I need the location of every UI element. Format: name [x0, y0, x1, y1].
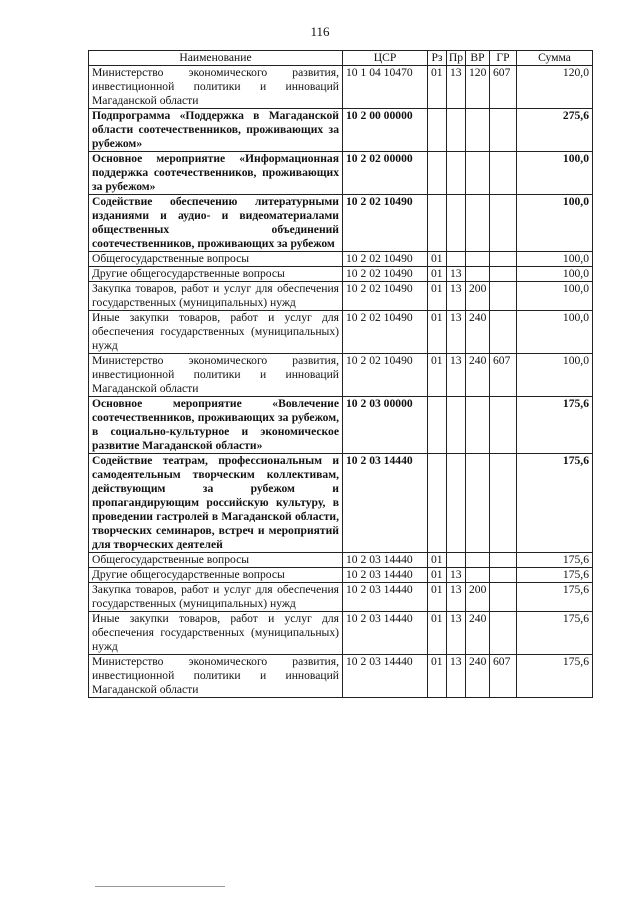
cell-pr: 13 — [447, 66, 466, 109]
cell-name: Закупка товаров, работ и услуг для обеспечения государственных (муниципальных) нужд — [89, 583, 343, 612]
cell-name: Общегосударственные вопросы — [89, 252, 343, 267]
cell-csr: 10 2 02 10490 — [343, 311, 428, 354]
cell-csr: 10 2 02 00000 — [343, 152, 428, 195]
cell-sum: 100,0 — [517, 267, 593, 282]
header-gr: ГР — [490, 51, 517, 66]
cell-gr — [490, 568, 517, 583]
table-row — [89, 252, 593, 267]
cell-sum: 100,0 — [517, 152, 593, 195]
cell-csr: 10 2 03 14440 — [343, 612, 428, 655]
page-number: 116 — [310, 24, 330, 39]
cell-pr: 13 — [447, 354, 466, 397]
cell-gr — [490, 109, 517, 152]
cell-sum: 100,0 — [517, 282, 593, 311]
cell-csr: 10 2 02 10490 — [343, 354, 428, 397]
table-row — [89, 195, 593, 252]
budget-table — [88, 50, 593, 698]
cell-pr — [447, 553, 466, 568]
table-row — [89, 354, 593, 397]
cell-vr: 120 — [466, 66, 490, 109]
cell-sum: 120,0 — [517, 66, 593, 109]
cell-gr: 607 — [490, 354, 517, 397]
cell-rz — [428, 454, 447, 553]
cell-vr — [466, 454, 490, 553]
header-name: Наименование — [89, 51, 343, 66]
cell-sum: 175,6 — [517, 583, 593, 612]
cell-rz — [428, 397, 447, 454]
cell-name: Другие общегосударственные вопросы — [89, 267, 343, 282]
cell-gr — [490, 612, 517, 655]
cell-gr — [490, 252, 517, 267]
cell-name: Иные закупки товаров, работ и услуг для обеспечения государственных (муниципальных) нужд — [89, 311, 343, 354]
table-row — [89, 66, 593, 109]
cell-name: Содействие театрам, профессиональным и самодеятельным творческим коллективам, действующим за рубежом и пропагандирующим российскую культуру, в проведении гастролей в Магаданской области, творческих семинаров, встреч и мероприятий для творческих деятелей — [89, 454, 343, 553]
cell-sum: 175,6 — [517, 612, 593, 655]
cell-csr: 10 2 03 14440 — [343, 655, 428, 698]
cell-csr: 10 2 02 10490 — [343, 195, 428, 252]
table-row — [89, 397, 593, 454]
cell-sum: 100,0 — [517, 354, 593, 397]
cell-gr — [490, 583, 517, 612]
cell-sum: 100,0 — [517, 195, 593, 252]
header-csr: ЦСР — [343, 51, 428, 66]
table-row — [89, 612, 593, 655]
cell-csr: 10 2 03 14440 — [343, 454, 428, 553]
header-vr: ВР — [466, 51, 490, 66]
cell-rz: 01 — [428, 311, 447, 354]
table-row — [89, 568, 593, 583]
header-sum: Сумма — [517, 51, 593, 66]
cell-rz: 01 — [428, 267, 447, 282]
cell-vr — [466, 397, 490, 454]
table-row — [89, 282, 593, 311]
cell-sum: 175,6 — [517, 454, 593, 553]
cell-vr — [466, 152, 490, 195]
cell-name: Основное мероприятие «Информационная поддержка соотечественников, проживающих за рубежом» — [89, 152, 343, 195]
cell-pr — [447, 109, 466, 152]
cell-name: Основное мероприятие «Вовлечение соотечественников, проживающих за рубежом, в социально-культурное и экономическое развитие Магаданской области» — [89, 397, 343, 454]
cell-csr: 10 2 03 00000 — [343, 397, 428, 454]
cell-name: Содействие обеспечению литературными изданиями и аудио- и видеоматериалами общественных объединений соотечественников, проживающих за рубежом — [89, 195, 343, 252]
cell-name: Министерство экономического развития, инвестиционной политики и инноваций Магаданской области — [89, 655, 343, 698]
cell-name: Другие общегосударственные вопросы — [89, 568, 343, 583]
cell-vr: 240 — [466, 612, 490, 655]
cell-rz: 01 — [428, 252, 447, 267]
cell-vr — [466, 109, 490, 152]
cell-vr — [466, 568, 490, 583]
table-row — [89, 311, 593, 354]
cell-rz: 01 — [428, 583, 447, 612]
cell-gr — [490, 267, 517, 282]
header-rz: Рз — [428, 51, 447, 66]
cell-vr: 240 — [466, 311, 490, 354]
table-row — [89, 553, 593, 568]
cell-gr — [490, 282, 517, 311]
cell-rz: 01 — [428, 553, 447, 568]
cell-vr: 200 — [466, 583, 490, 612]
cell-sum: 175,6 — [517, 655, 593, 698]
cell-sum: 175,6 — [517, 397, 593, 454]
cell-pr: 13 — [447, 267, 466, 282]
table-header-row — [89, 51, 593, 66]
cell-gr — [490, 152, 517, 195]
cell-rz — [428, 109, 447, 152]
cell-pr — [447, 397, 466, 454]
cell-csr: 10 2 03 14440 — [343, 568, 428, 583]
cell-sum: 175,6 — [517, 553, 593, 568]
cell-name: Закупка товаров, работ и услуг для обеспечения государственных (муниципальных) нужд — [89, 282, 343, 311]
cell-sum: 275,6 — [517, 109, 593, 152]
table-row — [89, 109, 593, 152]
cell-csr: 10 2 00 00000 — [343, 109, 428, 152]
table-row — [89, 152, 593, 195]
cell-pr — [447, 195, 466, 252]
cell-pr: 13 — [447, 612, 466, 655]
cell-rz: 01 — [428, 354, 447, 397]
cell-gr — [490, 195, 517, 252]
cell-vr — [466, 267, 490, 282]
cell-pr: 13 — [447, 282, 466, 311]
cell-sum: 100,0 — [517, 252, 593, 267]
cell-gr — [490, 311, 517, 354]
cell-gr — [490, 454, 517, 553]
header-pr: Пр — [447, 51, 466, 66]
cell-rz — [428, 152, 447, 195]
cell-pr: 13 — [447, 311, 466, 354]
cell-pr: 13 — [447, 655, 466, 698]
table-row — [89, 583, 593, 612]
cell-vr: 240 — [466, 354, 490, 397]
cell-csr: 10 2 03 14440 — [343, 583, 428, 612]
cell-pr: 13 — [447, 568, 466, 583]
cell-csr: 10 1 04 10470 — [343, 66, 428, 109]
cell-name: Министерство экономического развития, инвестиционной политики и инноваций Магаданской области — [89, 66, 343, 109]
cell-rz: 01 — [428, 612, 447, 655]
cell-vr: 240 — [466, 655, 490, 698]
cell-vr — [466, 252, 490, 267]
cell-name: Министерство экономического развития, инвестиционной политики и инноваций Магаданской области — [89, 354, 343, 397]
cell-gr: 607 — [490, 655, 517, 698]
cell-rz: 01 — [428, 655, 447, 698]
cell-rz: 01 — [428, 568, 447, 583]
cell-pr: 13 — [447, 583, 466, 612]
cell-gr — [490, 397, 517, 454]
cell-rz: 01 — [428, 66, 447, 109]
cell-gr: 607 — [490, 66, 517, 109]
cell-rz — [428, 195, 447, 252]
table-row — [89, 655, 593, 698]
cell-rz: 01 — [428, 282, 447, 311]
cell-csr: 10 2 03 14440 — [343, 553, 428, 568]
cell-pr — [447, 454, 466, 553]
cell-sum: 175,6 — [517, 568, 593, 583]
table-row — [89, 454, 593, 553]
cell-vr — [466, 195, 490, 252]
table-row — [89, 267, 593, 282]
cell-pr — [447, 252, 466, 267]
cell-name: Иные закупки товаров, работ и услуг для обеспечения государственных (муниципальных) нужд — [89, 612, 343, 655]
cell-csr: 10 2 02 10490 — [343, 252, 428, 267]
cell-vr: 200 — [466, 282, 490, 311]
cell-pr — [447, 152, 466, 195]
cell-name: Общегосударственные вопросы — [89, 553, 343, 568]
cell-gr — [490, 553, 517, 568]
footer-divider — [95, 886, 225, 887]
cell-vr — [466, 553, 490, 568]
cell-csr: 10 2 02 10490 — [343, 267, 428, 282]
cell-sum: 100,0 — [517, 311, 593, 354]
cell-csr: 10 2 02 10490 — [343, 282, 428, 311]
cell-name: Подпрограмма «Поддержка в Магаданской области соотечественников, проживающих за рубежом» — [89, 109, 343, 152]
